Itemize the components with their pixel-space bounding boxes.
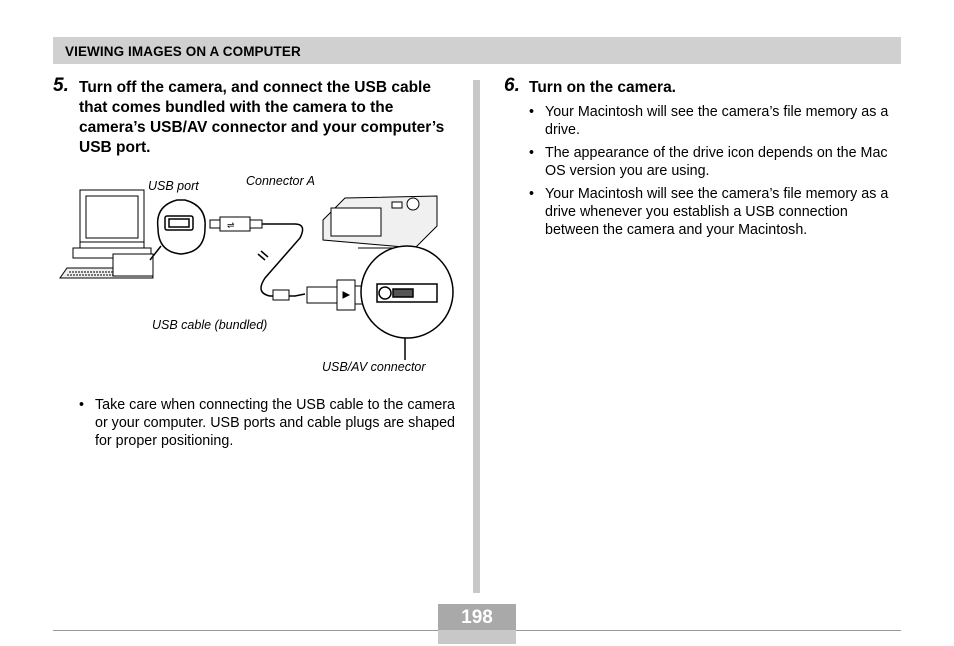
usb-connection-figure [55, 168, 465, 383]
connector-a-label: Connector A [246, 174, 316, 188]
usb-port-callout-icon [150, 200, 205, 260]
step-5-notes [79, 396, 459, 455]
list-item: • Your Macintosh will see the camera’s file memory as a drive. [529, 103, 904, 139]
usb-av-plug-icon [307, 280, 369, 310]
step-6-number: 6. [504, 75, 520, 96]
connection-diagram [55, 168, 465, 383]
usb-cable-label: USB cable (bundled) [152, 318, 268, 332]
step-5-number: 5. [53, 75, 69, 96]
usb-av-connector-label: USB/AV connector [322, 360, 426, 374]
step-5-text: Turn off the camera, and connect the USB cable that comes bundled with the camera to the camera’s USB/AV connector and your computer’s USB port. [79, 79, 445, 156]
svg-text:⇌: ⇌ [227, 221, 235, 231]
column-divider [473, 80, 480, 593]
section-title: VIEWING IMAGES ON A COMPUTER [65, 44, 301, 59]
page-number-box [438, 604, 516, 644]
computer-icon [60, 190, 153, 278]
list-item: • Take care when connecting the USB cable to the camera or your computer. USB ports and cable plugs are shaped for proper positioning. [79, 396, 459, 450]
usb-port-label: USB port [148, 179, 199, 193]
ferrite-core-icon [273, 290, 289, 300]
list-item: • Your Macintosh will see the camera’s file memory as a drive whenever you establish a USB connection between the camera and your Macintosh. [529, 185, 904, 239]
step-6-text: Turn on the camera. [529, 79, 676, 96]
step-6-notes [529, 103, 904, 244]
connector-a-plug-icon [210, 217, 262, 231]
usb-av-connector-closeup-icon [361, 246, 453, 360]
section-header [53, 37, 901, 64]
usb-cable-line [258, 224, 305, 296]
camera-icon [323, 196, 437, 248]
list-item: • The appearance of the drive icon depends on the Mac OS version you are using. [529, 144, 904, 180]
page-number: 198 [461, 607, 493, 628]
